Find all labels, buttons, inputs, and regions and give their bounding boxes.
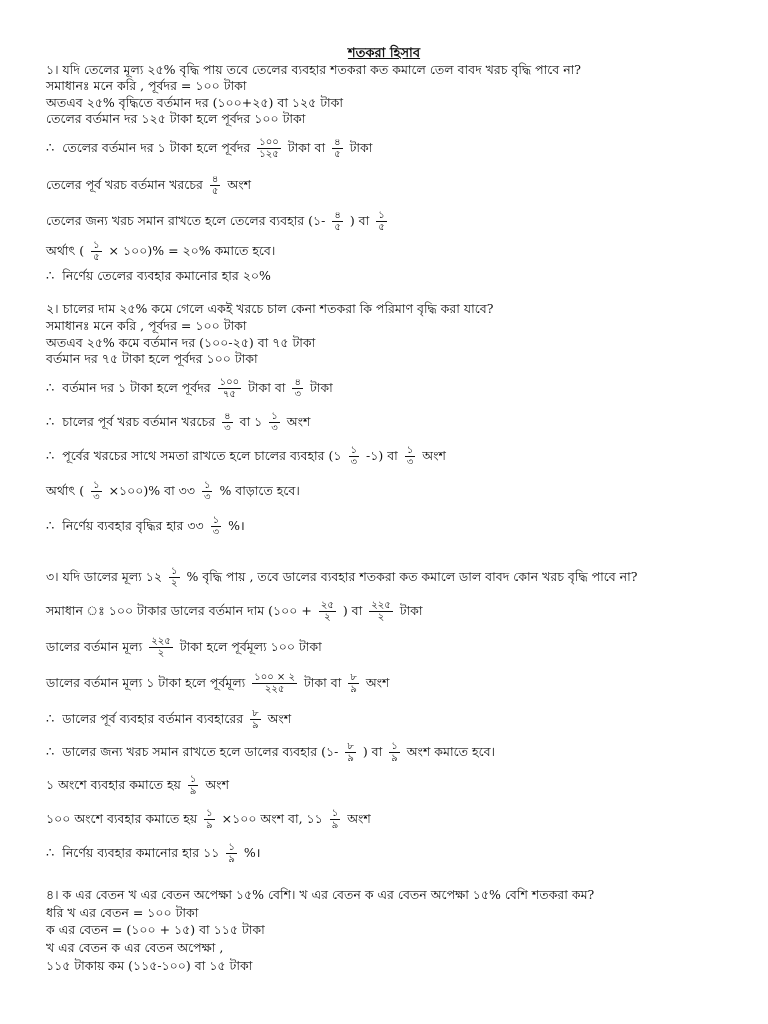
fraction: $\frac{১}{৩}$ [93, 480, 100, 503]
fraction: $\frac{১}{৩}$ [271, 411, 278, 434]
p2-line-4: ∴ বর্তমান দর ১ টাকা হলে পূর্বদর $\frac{১০০}{৭৫}$ টাকা বা $\frac{৪}{৩}$ টাকা [46, 377, 333, 400]
fraction: $\frac{১}{৩}$ [212, 515, 220, 538]
p4-line-4: ১১৫ টাকায় কম (১১৫-১০০) বা ১৫ টাকা [46, 958, 253, 973]
fraction: $\frac{১}{২}$ [170, 566, 178, 589]
p3-line-2: ডালের বর্তমান মূল্য $\frac{২২৫}{২}$ টাকা হলে পূর্বমূল্য ১০০ টাকা [46, 636, 322, 659]
fraction: $\frac{১০০}{১২৫}$ [259, 137, 279, 160]
problem-2-question: ২। চালের দাম ২৫% কমে গেলে একই খরচে চাল কেনা শতকরা কি পরিমাণ বৃদ্ধি করা যাবে? [46, 301, 494, 316]
fraction: $\frac{৪}{৩}$ [294, 377, 301, 400]
problem-1-question: ১। যদি তেলের মূল্য ২৫% বৃদ্ধি পায় তবে তেলের ব্যবহার শতকরা কত কমালে তেল বাবদ খরচ বৃদ্ধি পাবে না? [46, 62, 581, 77]
p2-line-1: সমাধানঃ মনে করি , পূর্বদর = ১০০ টাকা [46, 318, 247, 333]
fraction: $\frac{২৫}{২}$ [320, 600, 334, 623]
p3-line-1: সমাধান ঃ ১০০ টাকার ডালের বর্তমান দাম (১০০ + $\frac{২৫}{২}$ ) বা $\frac{২২৫}{২}$ টাকা [46, 600, 423, 623]
therefore-symbol: ∴ [46, 141, 55, 156]
p3-line-5: ∴ ডালের জন্য খরচ সমান রাখতে হলে ডালের ব্যবহার (১- $\frac{৮}{৯}$ ) বা $\frac{১}{৯}$ অংশ কমাতে হবে। [46, 741, 496, 764]
fraction: $\frac{২২৫}{২}$ [151, 636, 171, 659]
fraction: $\frac{৮}{৯}$ [347, 741, 354, 764]
p2-line-5: ∴ চালের পূর্ব খরচ বর্তমান খরচের $\frac{৪}{৩}$ বা ১ $\frac{১}{৩}$ অংশ [46, 411, 311, 434]
fraction: $\frac{১}{৯}$ [206, 808, 213, 831]
p4-line-3: খ এর বেতন ক এর বেতন অপেক্ষা , [46, 940, 224, 955]
p3-line-3: ডালের বর্তমান মূল্য ১ টাকা হলে পূর্বমূল্য $\frac{১০০ \times ২}{২২৫}$ টাকা বা $\frac{৮}{৯}$ অংশ [46, 672, 390, 695]
p1-line-3: তেলের বর্তমান দর ১২৫ টাকা হলে পূর্বদর ১০০ টাকা [46, 111, 306, 126]
therefore-symbol: ∴ [46, 712, 55, 727]
fraction: $\frac{৪}{৫}$ [334, 210, 341, 233]
therefore-symbol: ∴ [46, 449, 55, 464]
fraction: $\frac{১০০ \times ২}{২২৫}$ [254, 672, 295, 695]
fraction: $\frac{১}{৯}$ [189, 774, 197, 797]
p2-line-2: অতএব ২৫% কমে বর্তমান দর (১০০-২৫) বা ৭৫ টাকা [46, 335, 316, 350]
p3-line-6: ১ অংশে ব্যবহার কমাতে হয় $\frac{১}{৯}$ অংশ [46, 774, 229, 797]
p2-line-6: ∴ পূর্বের খরচের সাথে সমতা রাখতে হলে চালের ব্যবহার (১ $\frac{১}{৩}$ -১) বা $\frac{১}{৩}$ অংশ [46, 445, 446, 468]
fraction: $\frac{৪}{৫}$ [334, 137, 341, 160]
p2-line-7: অর্থাৎ ( $\frac{১}{৩}$ ×১০০)% বা ৩৩ $\frac{১}{৩}$ % বাড়াতে হবে। [46, 480, 300, 503]
page-title: শতকরা হিসাব [347, 46, 421, 61]
therefore-symbol: ∴ [46, 519, 55, 534]
p1-line-5: তেলের পূর্ব খরচ বর্তমান খরচের $\frac{৪}{৫}$ অংশ [46, 174, 251, 197]
p1-line-1: সমাধানঃ মনে করি , পূর্বদর = ১০০ টাকা [46, 78, 247, 93]
therefore-symbol: ∴ [46, 269, 55, 284]
fraction: $\frac{১}{৯}$ [391, 741, 398, 764]
p1-conclusion: ∴ নির্ণেয় তেলের ব্যবহার কমানোর হার ২০% [46, 268, 271, 284]
fraction: $\frac{৪}{৩}$ [224, 411, 231, 434]
fraction: $\frac{১}{৫}$ [378, 210, 385, 233]
p3-line-4: ∴ ডালের পূর্ব ব্যবহার বর্তমান ব্যবহারের $\frac{৮}{৯}$ অংশ [46, 708, 292, 731]
fraction: $\frac{৮}{৯}$ [350, 672, 357, 695]
therefore-symbol: ∴ [46, 415, 55, 430]
p1-line-4: ∴ তেলের বর্তমান দর ১ টাকা হলে পূর্বদর $\frac{১০০}{১২৫}$ টাকা বা $\frac{৪}{৫}$ টাকা [46, 137, 373, 160]
p2-line-3: বর্তমান দর ৭৫ টাকা হলে পূর্বদর ১০০ টাকা [46, 351, 258, 366]
p3-conclusion: ∴ নির্ণেয় ব্যবহার কমানোর হার ১১ $\frac{১}{৯}$ %। [46, 842, 261, 865]
fraction: $\frac{১}{৯}$ [228, 842, 235, 865]
fraction: $\frac{১০০}{৭৫}$ [219, 377, 240, 400]
fraction: $\frac{১}{৩}$ [406, 445, 414, 468]
therefore-symbol: ∴ [46, 846, 55, 861]
fraction: $\frac{১}{৩}$ [350, 445, 358, 468]
p1-line-7: অর্থাৎ ( $\frac{১}{৫}$ × ১০০)% = ২০% কমাতে হবে। [46, 240, 276, 263]
fraction: $\frac{৪}{৫}$ [211, 174, 219, 197]
therefore-symbol: ∴ [46, 381, 55, 396]
p4-line-2: ক এর বেতন = (১০০ + ১৫) বা ১১৫ টাকা [46, 922, 265, 937]
fraction: $\frac{৮}{৯}$ [252, 708, 259, 731]
fraction: $\frac{১}{৯}$ [331, 808, 339, 831]
problem-4-question: ৪। ক এর বেতন খ এর বেতন অপেক্ষা ১৫% বেশি। খ এর বেতন ক এর বেতন অপেক্ষা ১৫% বেশি শতকরা কম? [46, 887, 595, 902]
p1-line-6: তেলের জন্য খরচ সমান রাখতে হলে তেলের ব্যবহার (১- $\frac{৪}{৫}$ ) বা $\frac{১}{৫}$ [46, 210, 385, 233]
p1-line-2: অতএব ২৫% বৃদ্ধিতে বর্তমান দর (১০০+২৫) বা ১২৫ টাকা [46, 95, 344, 110]
fraction: $\frac{২২৫}{২}$ [371, 600, 391, 623]
fraction: $\frac{১}{৫}$ [93, 240, 100, 263]
problem-3-question: ৩। যদি ডালের মূল্য ১২ $\frac{১}{২}$ % বৃদ্ধি পায় , তবে ডালের ব্যবহার শতকরা কত কমালে ডাল বাবদ কোন খরচ বৃদ্ধি পাবে না? [46, 566, 638, 589]
p4-line-1: ধরি খ এর বেতন = ১০০ টাকা [46, 905, 199, 920]
fraction: $\frac{১}{৩}$ [203, 480, 211, 503]
therefore-symbol: ∴ [46, 745, 55, 760]
p3-line-7: ১০০ অংশে ব্যবহার কমাতে হয় $\frac{১}{৯}$ ×১০০ অংশ বা, ১১ $\frac{১}{৯}$ অংশ [46, 808, 371, 831]
p2-conclusion: ∴ নির্ণেয় ব্যবহার বৃদ্ধির হার ৩৩ $\frac{১}{৩}$ %। [46, 515, 245, 538]
